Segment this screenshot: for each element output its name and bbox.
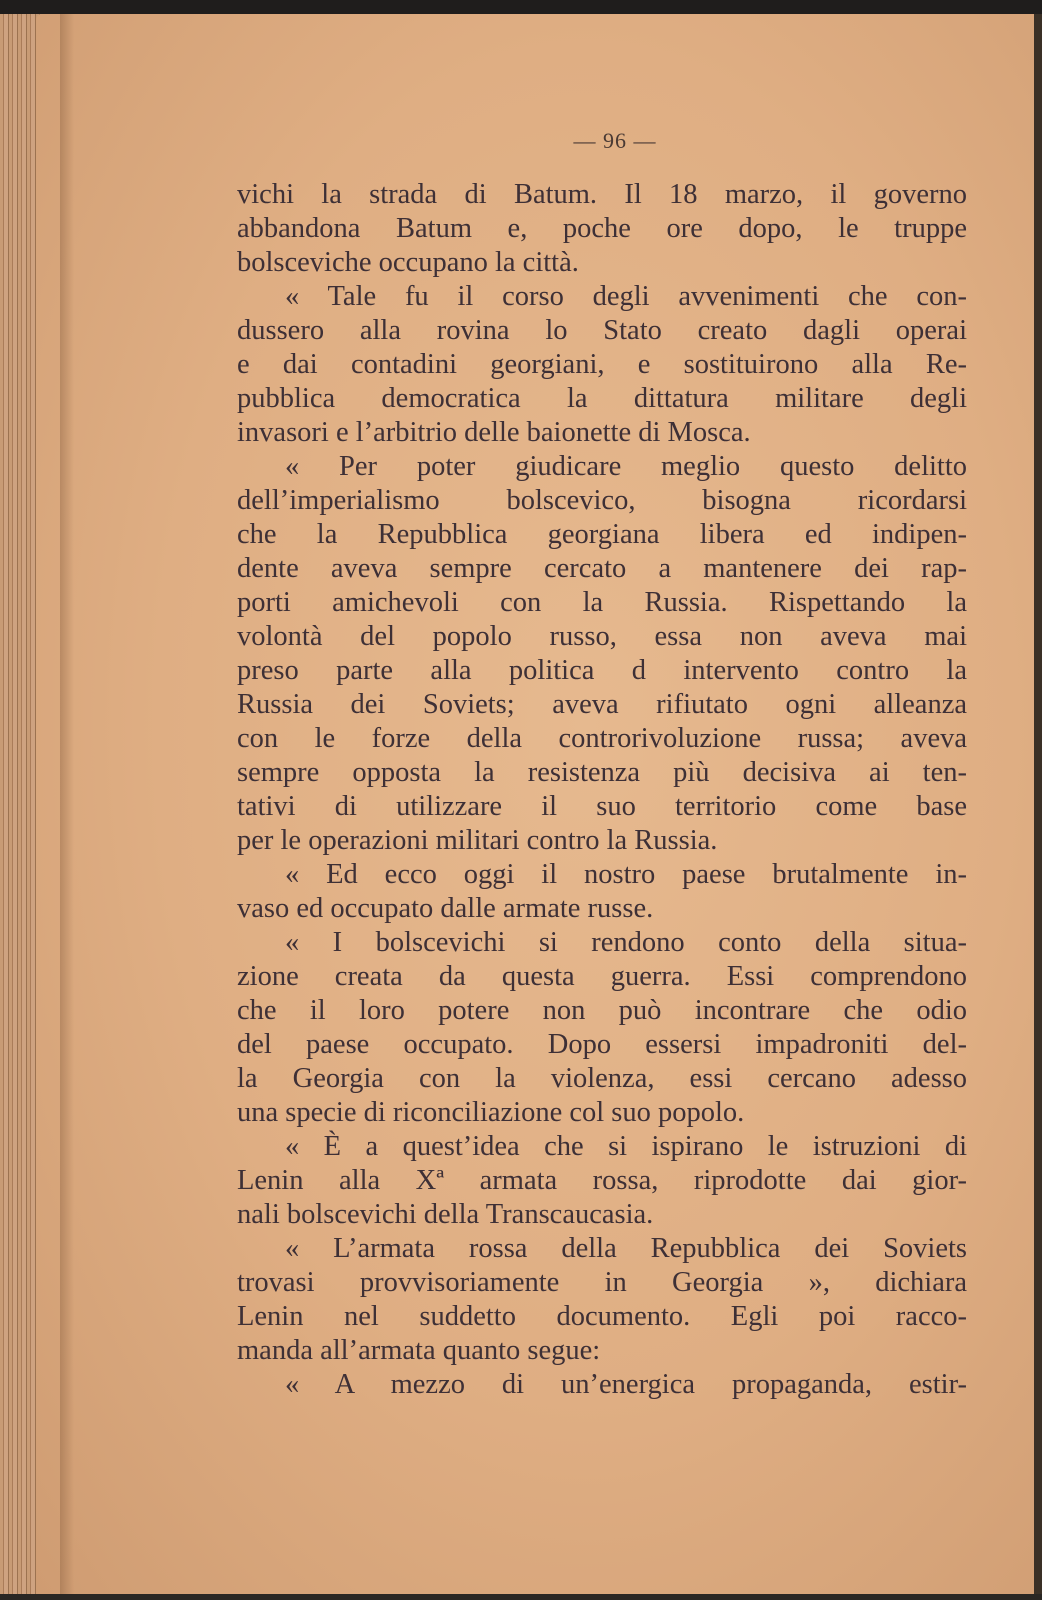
text-line: « Ed ecco oggi il nostro paese brutalmente in-: [285, 859, 967, 890]
text-line: zione creata da questa guerra. Essi comprendono: [237, 961, 967, 992]
text-line: volontà del popolo russo, essa non aveva mai: [237, 621, 967, 652]
text-line: Lenin nel suddetto documento. Egli poi racco-: [237, 1301, 967, 1332]
text-line: una specie di riconciliazione col suo popolo.: [237, 1097, 745, 1128]
text-line: « È a quest’idea che si ispirano le istruzioni di: [285, 1131, 967, 1162]
text-line: che la Repubblica georgiana libera ed indipen-: [237, 519, 967, 550]
text-line: preso parte alla politica d intervento contro la: [237, 655, 967, 686]
text-line: « Tale fu il corso degli avvenimenti che con-: [285, 281, 967, 312]
text-line: vaso ed occupato dalle armate russe.: [237, 893, 654, 924]
text-line: dussero alla rovina lo Stato creato dagli operai: [237, 315, 967, 346]
text-line: porti amichevoli con la Russia. Rispettando la: [237, 587, 967, 618]
text-line: nali bolscevichi della Transcaucasia.: [237, 1199, 654, 1230]
body-text: [237, 178, 967, 1402]
text-line: che il loro potere non può incontrare che odio: [237, 995, 967, 1026]
text-line: trovasi provvisoriamente in Georgia », dichiara: [237, 1267, 967, 1298]
text-line: tativi di utilizzare il suo territorio come base: [237, 791, 967, 822]
text-line: pubblica democratica la dittatura militare degli: [237, 383, 967, 414]
text-line: e dai contadini georgiani, e sostituirono alla Re-: [237, 349, 967, 380]
text-line: invasori e l’arbitrio delle baionette di Mosca.: [237, 417, 751, 448]
text-line: la Georgia con la violenza, essi cercano adesso: [237, 1063, 967, 1094]
spine-shadow: [60, 14, 74, 1594]
text-line: sempre opposta la resistenza più decisiva ai ten-: [237, 757, 967, 788]
text-line: « A mezzo di un’energica propaganda, estir-: [285, 1369, 967, 1400]
text-line: « Per poter giudicare meglio questo delitto: [285, 451, 967, 482]
page-number: — 96 —: [573, 128, 657, 153]
text-line: dell’imperialismo bolscevico, bisogna ricordarsi: [237, 485, 967, 516]
text-line: vichi la strada di Batum. Il 18 marzo, il governo: [237, 179, 967, 210]
text-line: « L’armata rossa della Repubblica dei Soviets: [285, 1233, 967, 1264]
text-line: per le operazioni militari contro la Russia.: [237, 825, 718, 856]
text-line: dente aveva sempre cercato a mantenere dei rap-: [237, 553, 967, 584]
text-line: con le forze della controrivoluzione russa; aveva: [237, 723, 967, 754]
text-line: manda all’armata quanto segue:: [237, 1335, 601, 1366]
text-line: bolsceviche occupano la città.: [237, 247, 579, 278]
text-line: del paese occupato. Dopo essersi impadroniti del-: [237, 1029, 967, 1060]
text-line: abbandona Batum e, poche ore dopo, le truppe: [237, 213, 967, 244]
text-line: Russia dei Soviets; aveva rifiutato ogni alleanza: [237, 689, 967, 720]
text-line: « I bolscevichi si rendono conto della situa-: [285, 927, 967, 958]
text-line: Lenin alla Xª armata rossa, riprodotte dai gior-: [237, 1165, 967, 1196]
right-page-edge: [1034, 14, 1042, 1594]
